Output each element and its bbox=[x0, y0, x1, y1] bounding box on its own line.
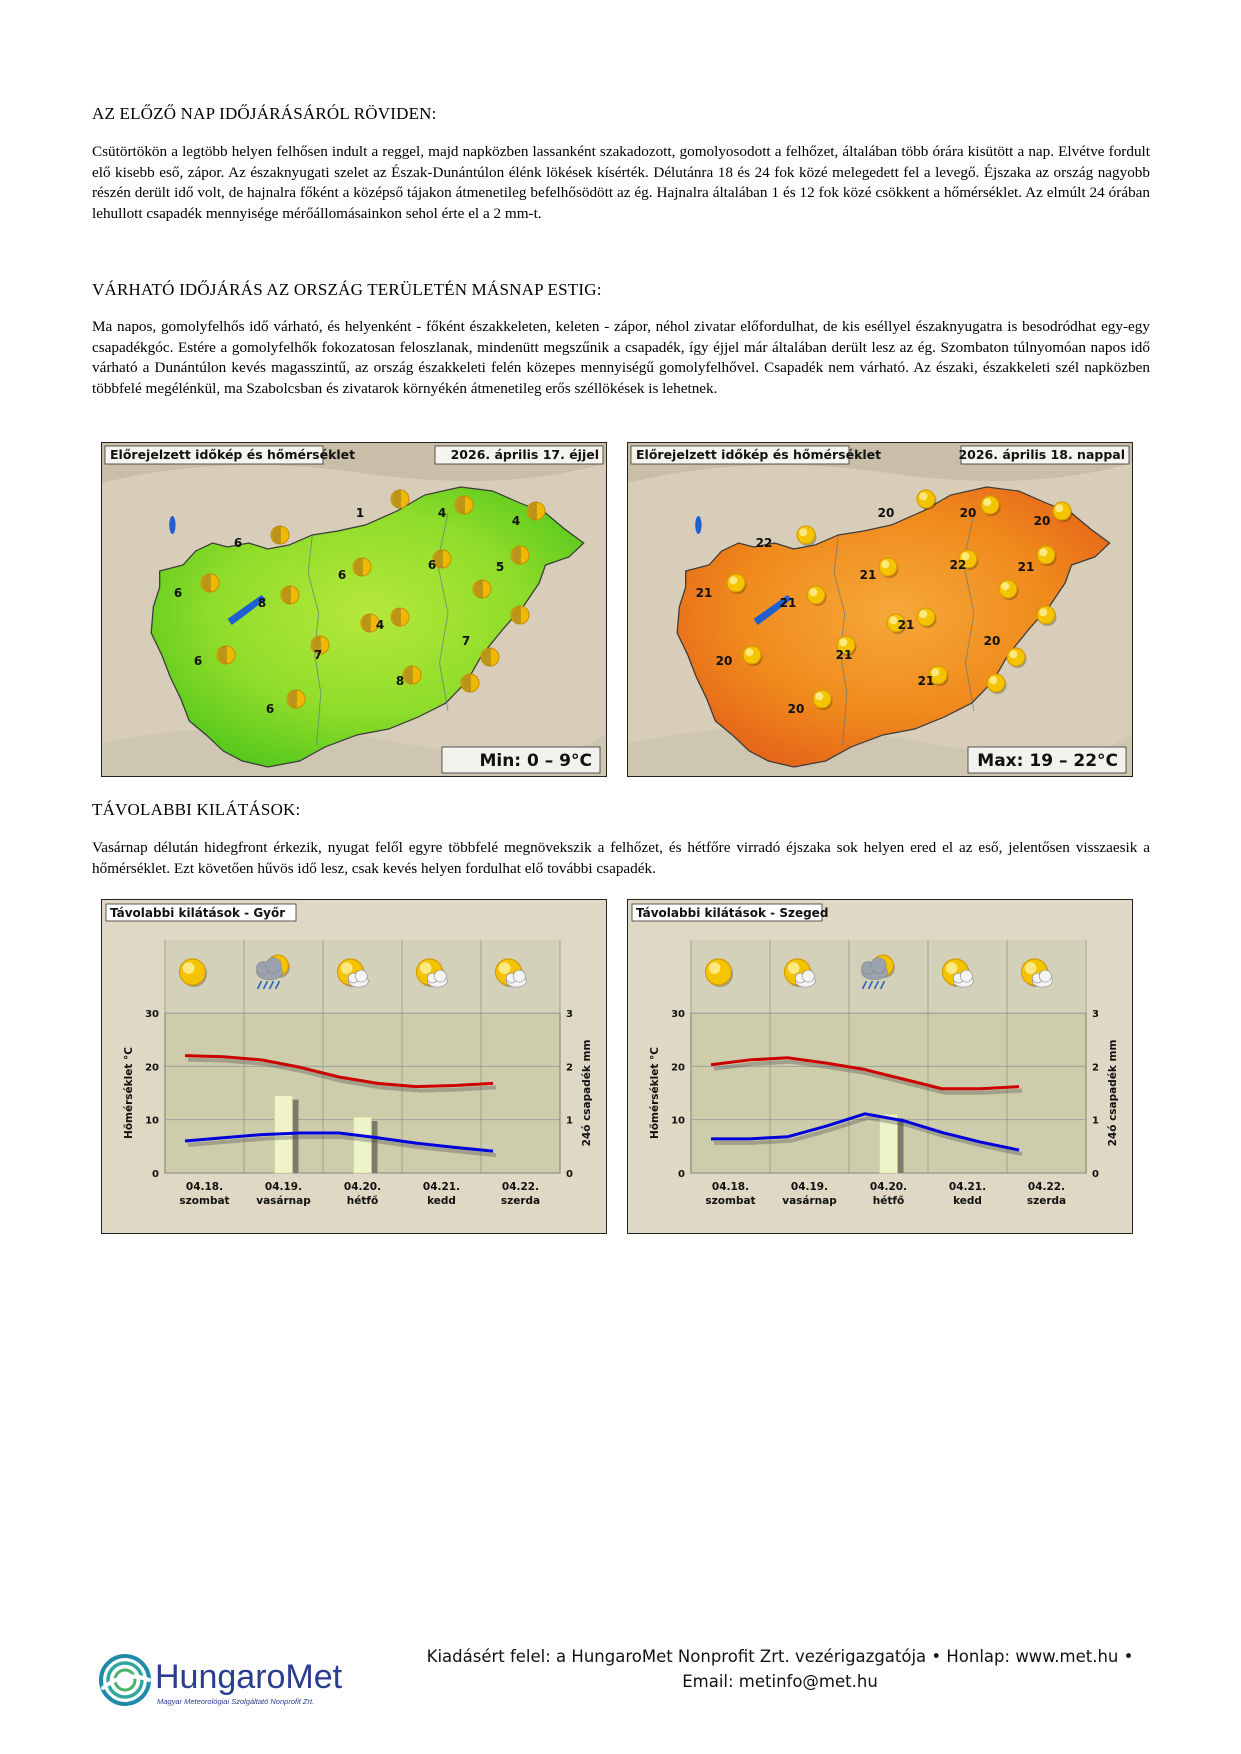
map-temp-label: 21 bbox=[859, 568, 877, 582]
map-temp-label: 21 bbox=[835, 648, 853, 662]
map-temp-label: 7 bbox=[461, 634, 471, 648]
x-tick-date: 04.22. bbox=[501, 1181, 540, 1193]
map-title: Előrejelzett időkép és hőmérséklet bbox=[110, 447, 356, 462]
map-summary-box bbox=[968, 747, 1126, 773]
chart-svg-gyor bbox=[102, 900, 606, 1233]
chart-title: Távolabbi kilátások - Szeged bbox=[636, 906, 829, 920]
forecast-map-night bbox=[101, 442, 607, 777]
y2-tick-label: 1 bbox=[566, 1115, 573, 1127]
forecast-map-day bbox=[627, 442, 1133, 777]
x-tick-day: kedd bbox=[953, 1195, 982, 1207]
map-svg-day bbox=[628, 443, 1132, 776]
chart-title-box bbox=[632, 904, 828, 921]
y2-tick-label: 3 bbox=[1092, 1009, 1099, 1020]
map-temp-label: 6 bbox=[233, 536, 243, 550]
section-heading-forecast: VÁRHATÓ IDŐJÁRÁS AZ ORSZÁG TERÜLETÉN MÁSNAP ESTIG: bbox=[92, 280, 602, 299]
map-summary: Max: 19 – 22°C bbox=[977, 751, 1118, 771]
x-tick-day: szombat bbox=[705, 1195, 756, 1207]
map-temp-label: 6 bbox=[265, 702, 275, 716]
map-temp-label: 21 bbox=[917, 674, 935, 688]
map-temp-label: 20 bbox=[1033, 514, 1051, 528]
map-temp-label: 20 bbox=[787, 702, 805, 716]
logo-subtitle: Magyar Meteorológiai Szolgáltató Nonprofit Zrt. bbox=[157, 1697, 315, 1706]
map-temp-label: 6 bbox=[337, 568, 347, 582]
x-tick-day: vasárnap bbox=[256, 1195, 311, 1207]
x-tick-day: hétfő bbox=[872, 1195, 905, 1207]
y2-tick-label: 0 bbox=[566, 1169, 573, 1180]
y-tick-label: 30 bbox=[671, 1009, 685, 1020]
x-tick-day: vasárnap bbox=[782, 1195, 837, 1207]
map-temp-label: 20 bbox=[983, 634, 1001, 648]
map-temp-label: 6 bbox=[193, 654, 203, 668]
map-temp-label: 21 bbox=[1017, 560, 1035, 574]
y-axis-label: Hőmérséklet °C bbox=[123, 1047, 135, 1139]
x-tick-date: 04.18. bbox=[185, 1181, 224, 1193]
x-tick-date: 04.22. bbox=[1027, 1181, 1066, 1193]
y2-axis-label: 24ó csapadék mm bbox=[1107, 1039, 1119, 1147]
map-temp-label: 20 bbox=[959, 506, 977, 520]
map-date: 2026. április 17. éjjel bbox=[450, 447, 599, 462]
y-tick-label: 20 bbox=[671, 1062, 685, 1074]
y-tick-label: 20 bbox=[145, 1062, 159, 1074]
map-summary: Min: 0 – 9°C bbox=[479, 751, 592, 771]
map-date: 2026. április 18. nappal bbox=[958, 447, 1125, 462]
footer-line-2: Email: metinfo@met.hu bbox=[682, 1672, 878, 1691]
hungaromet-logo bbox=[97, 1650, 357, 1710]
y-tick-label: 0 bbox=[678, 1169, 685, 1180]
map-temp-label: 22 bbox=[755, 536, 773, 550]
map-summary-box bbox=[442, 747, 600, 773]
y2-tick-label: 3 bbox=[566, 1009, 573, 1020]
map-temp-label: 4 bbox=[437, 506, 447, 520]
logo-name: HungaroMet bbox=[155, 1658, 343, 1696]
map-temp-label: 21 bbox=[695, 586, 713, 600]
x-tick-day: kedd bbox=[427, 1195, 456, 1207]
x-tick-date: 04.20. bbox=[343, 1181, 382, 1193]
map-temp-label: 8 bbox=[257, 596, 267, 610]
map-temp-label: 6 bbox=[427, 558, 437, 572]
map-title-box bbox=[105, 446, 355, 464]
y-tick-label: 10 bbox=[671, 1115, 685, 1127]
map-svg-night bbox=[102, 443, 606, 776]
map-date-box bbox=[958, 446, 1129, 464]
map-temp-label: 21 bbox=[897, 618, 915, 632]
y2-axis-label: 24ó csapadék mm bbox=[581, 1039, 593, 1147]
y-tick-label: 10 bbox=[145, 1115, 159, 1127]
map-temp-label: 5 bbox=[495, 560, 505, 574]
section-text-forecast: Ma napos, gomolyfelhős idő várható, és helyenként - főként északkeleten, keleten - zápor, néhol zivatar előfordulhat, de kis eséllyel északnyugatra is besodródhat egy-egy csapadékgóc. Estére a gomolyfelhők fokozatosan feloszlanak, mindenütt megszűnik a csapadék, így éjjel már általában derült lesz az ég. Szombaton túlnyomóan napos idő várható a Dunántúlon kevés magasszintű, az ország északkeleti felén közepes mennyiségű gomolyfelhővel. Csapadék nem várható. Az északi, északkeleti szél napközben többfelé megélénkül, ma Szabolcsban és zivatarok környékén átmenetileg erős széllökések is lehetnek. bbox=[92, 318, 1150, 397]
map-temp-label: 20 bbox=[877, 506, 895, 520]
map-temp-label: 21 bbox=[779, 596, 797, 610]
map-temp-label: 22 bbox=[949, 558, 967, 572]
y-tick-label: 0 bbox=[152, 1169, 159, 1180]
map-title: Előrejelzett időkép és hőmérséklet bbox=[636, 447, 882, 462]
x-tick-date: 04.18. bbox=[711, 1181, 750, 1193]
section-text-prev-day: Csütörtökön a legtöbb helyen felhősen indult a reggel, majd napközben lassanként szakadozott, gomolyosodott a felhőzet, általában több órára kisütött a nap. Elvétve fordult elő kisebb eső, zápor. Az északnyugati szelet az Észak-Dunántúlon élénk lökések kísérték. Délutánra 18 és 24 fok közé melegedett fel a levegő. Éjszaka az ország nagyobb részén derült idő volt, de hajnalra főként a középső tájakon átmenetileg befelhősödött az ég. Hajnalra általában 1 és 12 fok közé csökkent a hőmérséklet. Az elmúlt 24 órában lehullott csapadék mennyisége mérőállomásainkon sehol érte el a 2 mm-t. bbox=[92, 143, 1150, 222]
x-tick-date: 04.19. bbox=[264, 1181, 303, 1193]
footer-line-1: Kiadásért felel: a HungaroMet Nonprofit Zrt. vezérigazgatója • Honlap: www.met.hu • bbox=[426, 1647, 1134, 1666]
x-tick-day: szombat bbox=[179, 1195, 230, 1207]
lake-ferto bbox=[169, 516, 175, 534]
outlook-chart-szeged bbox=[627, 899, 1133, 1234]
x-tick-date: 04.21. bbox=[422, 1181, 461, 1193]
x-tick-day: szerda bbox=[1026, 1195, 1067, 1207]
map-temp-label: 6 bbox=[173, 586, 183, 600]
precip-bar bbox=[354, 1117, 372, 1173]
x-tick-day: hétfő bbox=[346, 1195, 379, 1207]
x-tick-date: 04.20. bbox=[869, 1181, 908, 1193]
map-temp-label: 4 bbox=[375, 618, 385, 632]
map-date-box bbox=[435, 446, 603, 464]
y-axis-label: Hőmérséklet °C bbox=[649, 1047, 661, 1139]
x-tick-date: 04.21. bbox=[948, 1181, 987, 1193]
map-temp-label: 1 bbox=[355, 506, 365, 520]
map-temp-label: 20 bbox=[715, 654, 733, 668]
section-text-outlook: Vasárnap délután hidegfront érkezik, nyugat felől egyre többfelé megnövekszik a felhőzet, és hétfőre virradó éjszaka sok helyen ered el az eső, jelentősen visszaesik a hőmérséklet. Ezt követően hűvös idő lesz, csak kevés helyen fordulhat elő további csapadék. bbox=[92, 839, 1150, 877]
footer-publisher bbox=[395, 1644, 1165, 1694]
map-title-box bbox=[631, 446, 881, 464]
y2-tick-label: 2 bbox=[566, 1062, 573, 1074]
x-tick-day: szerda bbox=[500, 1195, 541, 1207]
y2-tick-label: 0 bbox=[1092, 1169, 1099, 1180]
lake-ferto bbox=[695, 516, 701, 534]
y2-tick-label: 1 bbox=[1092, 1115, 1099, 1127]
x-tick-date: 04.19. bbox=[790, 1181, 829, 1193]
y-tick-label: 30 bbox=[145, 1009, 159, 1020]
map-temp-label: 7 bbox=[313, 648, 323, 662]
chart-title-box bbox=[106, 904, 296, 921]
y2-tick-label: 2 bbox=[1092, 1062, 1099, 1074]
section-heading-outlook: TÁVOLABBI KILÁTÁSOK: bbox=[92, 800, 301, 819]
section-heading-prev-day: AZ ELŐZŐ NAP IDŐJÁRÁSÁRÓL RÖVIDEN: bbox=[92, 104, 437, 123]
outlook-chart-gyor bbox=[101, 899, 607, 1234]
map-temp-label: 8 bbox=[395, 674, 405, 688]
logo-swirl-icon bbox=[101, 1656, 149, 1704]
chart-title: Távolabbi kilátások - Győr bbox=[110, 906, 286, 920]
chart-svg-szeged bbox=[628, 900, 1132, 1233]
map-temp-label: 4 bbox=[511, 514, 521, 528]
